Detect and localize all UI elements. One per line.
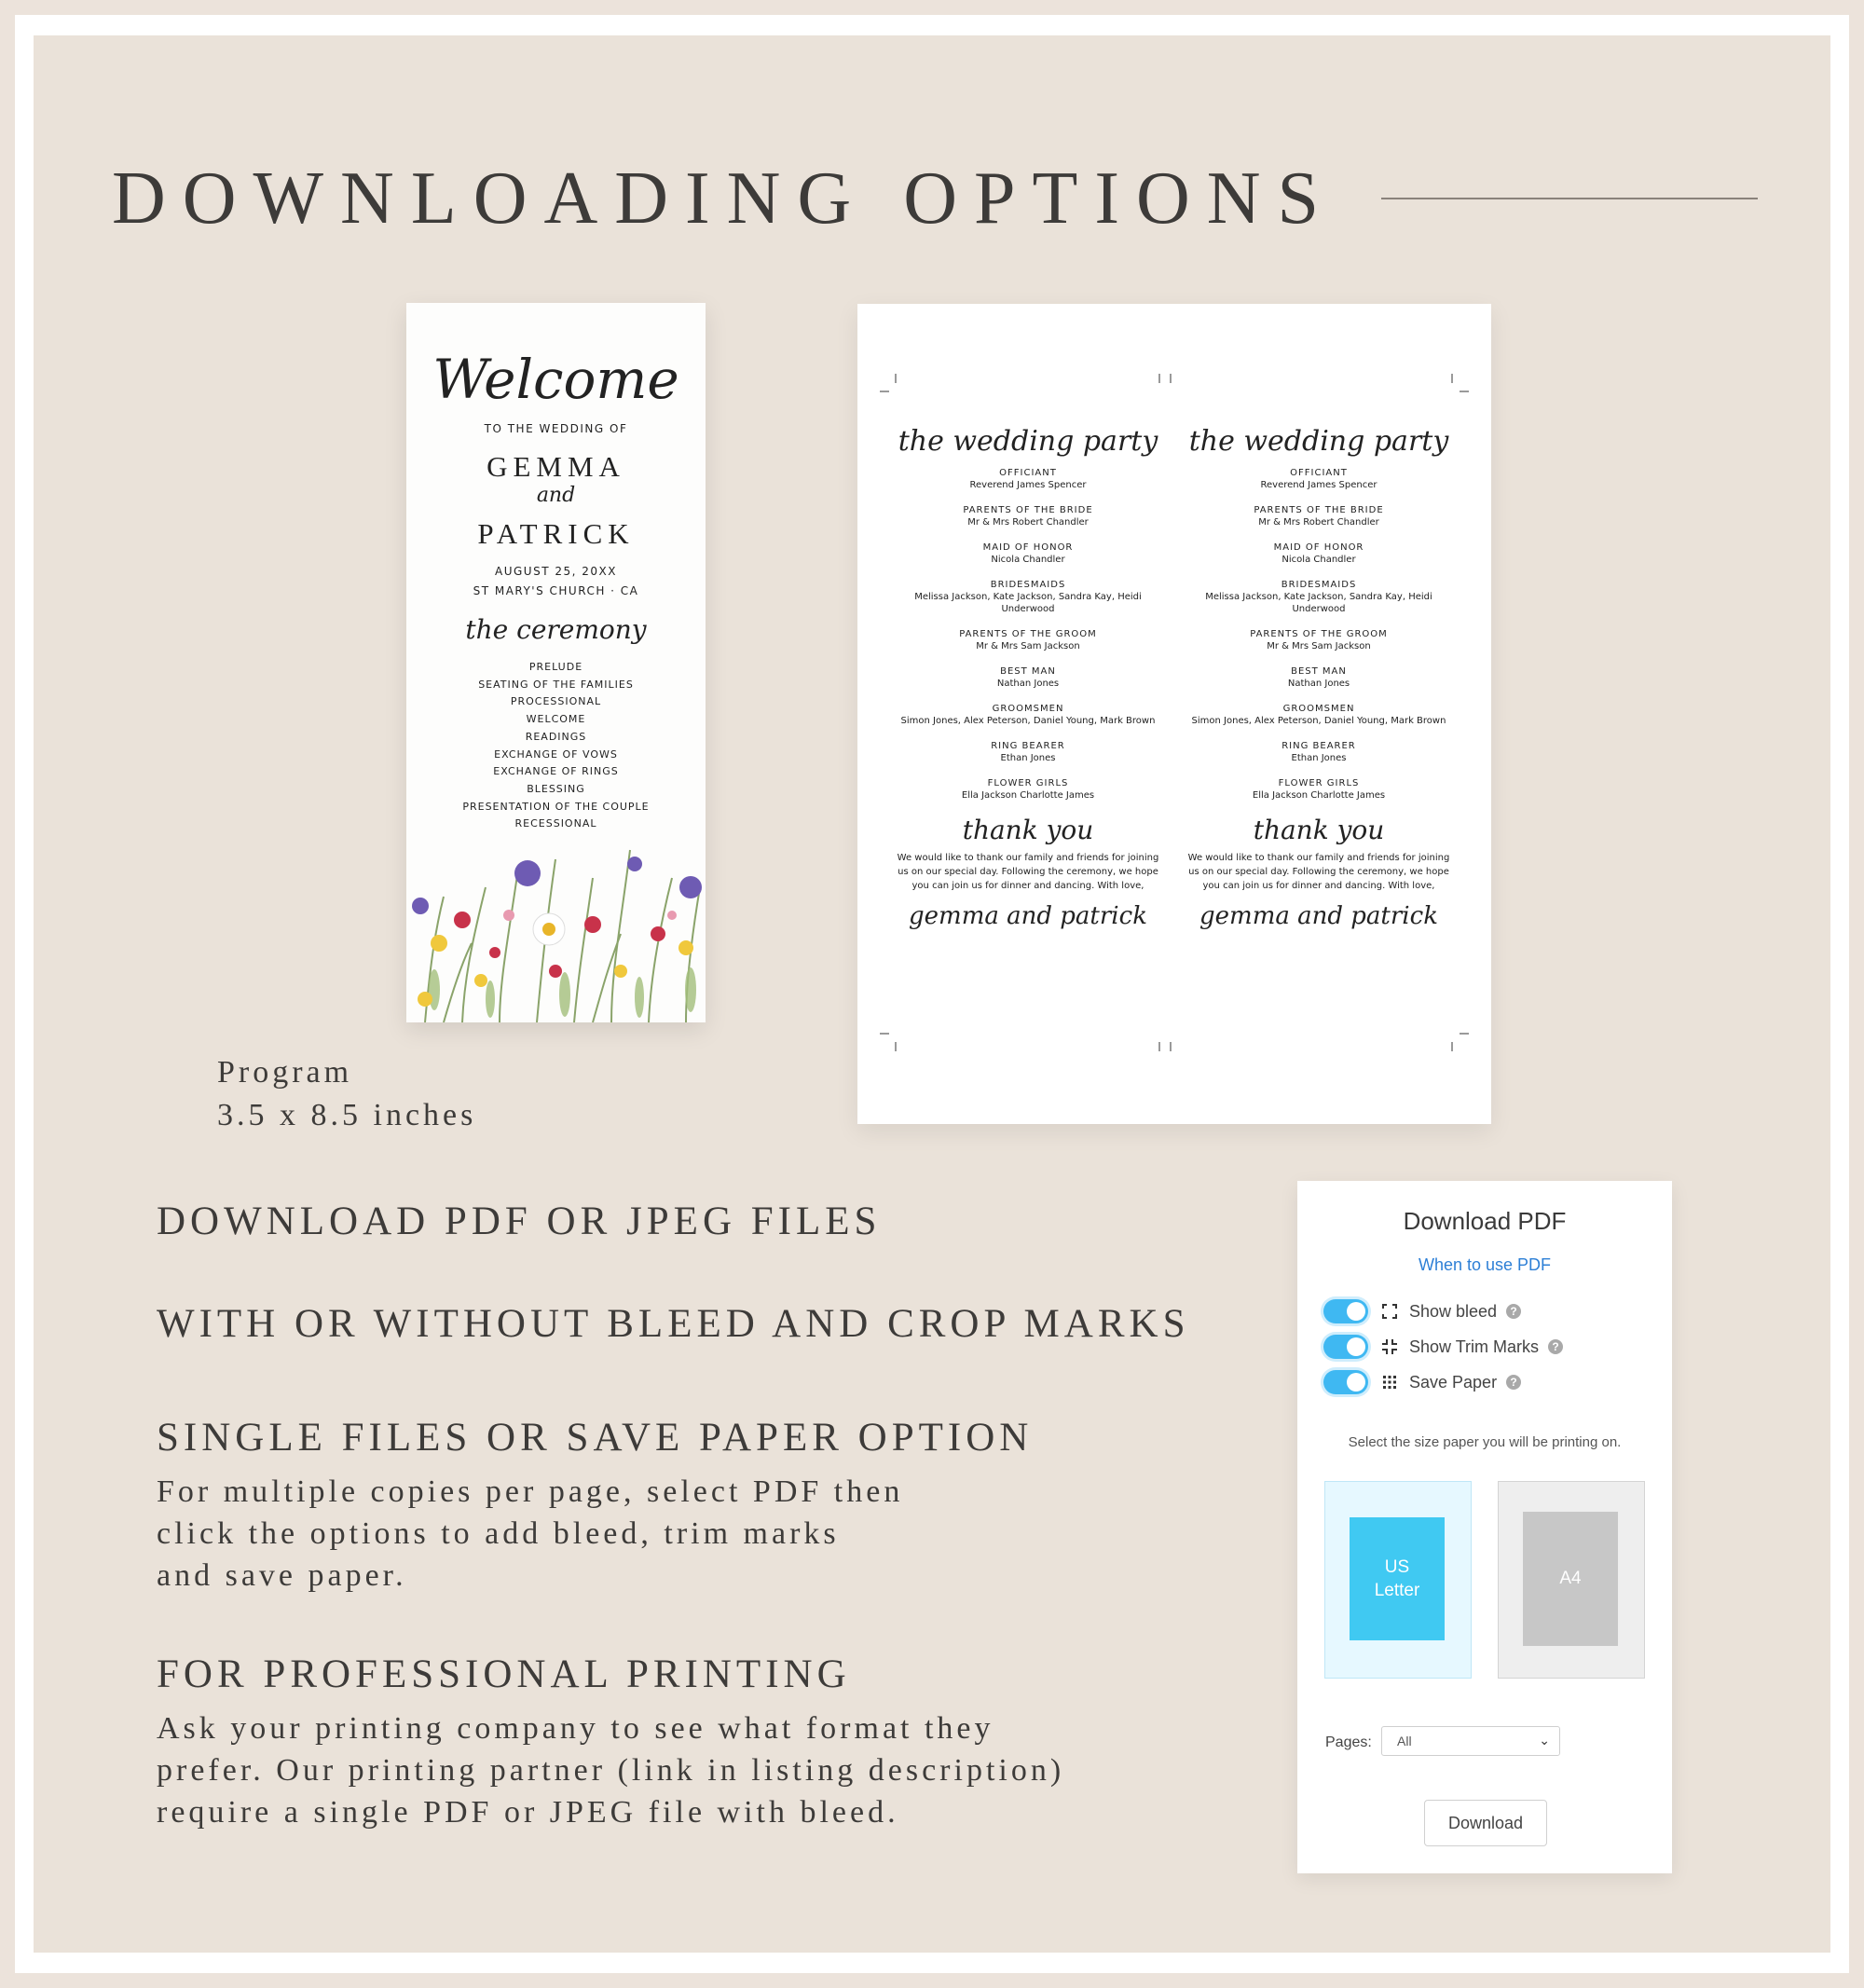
role-people: Nathan Jones [1287,679,1350,689]
crop-mark [1451,374,1453,383]
welcome-script: Welcome [432,348,679,411]
role-label: FLOWER GIRLS [1278,778,1360,788]
help-icon[interactable]: ? [1506,1304,1521,1319]
page-title: DOWNLOADING OPTIONS [112,158,1336,240]
role-people: Reverend James Spencer [969,480,1087,490]
role-people: Ella Jackson Charlotte James [1252,790,1386,801]
feature-save-paper-desc-2: click the options to add bleed, trim marks [157,1516,840,1551]
thank-you-text: We would like to thank our family and friends for joining us on our special day. Following the ceremony, we hope you can join us for dinner and dancing. With love, [897,853,1159,891]
role-label: OFFICIANT [999,468,1057,478]
us-letter-line2: Letter [1374,1581,1420,1600]
ceremony-item: EXCHANGE OF VOWS [494,747,618,761]
crop-mark [1158,374,1160,383]
wedding-party-panel-left [893,425,1163,930]
role-people: Nicola Chandler [1282,555,1356,565]
title-divider [1381,198,1758,199]
role-label: RING BEARER [991,741,1065,751]
role-label: MAID OF HONOR [982,542,1074,553]
feature-save-paper-desc-3: and save paper. [157,1558,407,1593]
and-script: and [536,484,576,507]
wedding-party-title: the wedding party [898,425,1158,458]
role-label: PARENTS OF THE GROOM [1250,629,1388,639]
role-label: GROOMSMEN [1282,704,1355,714]
program-preview-card [406,303,706,1022]
show-bleed-label: Show bleed [1409,1301,1498,1321]
show-bleed-toggle[interactable] [1323,1299,1368,1323]
role-label: PARENTS OF THE BRIDE [963,505,1093,515]
pages-label: Pages: [1325,1734,1372,1750]
crop-mark [1451,1042,1453,1051]
show-trim-marks-label: Show Trim Marks [1409,1337,1540,1356]
ceremony-item: WELCOME [526,713,586,726]
ceremony-item: PROCESSIONAL [510,695,602,708]
grid-icon [1381,1374,1398,1391]
ceremony-item: BLESSING [527,782,585,795]
role-people: Mr & Mrs Robert Chandler [967,517,1089,528]
chevron-down-icon: ⌄ [1539,1733,1550,1748]
crop-mark [895,1042,897,1051]
thank-you-title: thank you [1253,815,1385,845]
crop-mark [880,1033,889,1035]
role-people: Nicola Chandler [991,555,1065,565]
feature-save-paper-desc-1: For multiple copies per page, select PDF then [157,1474,904,1509]
show-bleed-row [1323,1297,1521,1325]
role-label: GROOMSMEN [992,704,1064,714]
feature-save-paper: SINGLE FILES OR SAVE PAPER OPTION [157,1416,1034,1460]
role-label: PARENTS OF THE BRIDE [1254,505,1384,515]
signature: gemma and patrick [1199,902,1438,930]
role-label: BRIDESMAIDS [990,580,1066,590]
crop-mark [1158,1042,1160,1051]
paper-option-a4[interactable] [1498,1481,1645,1679]
ceremony-item: EXCHANGE OF RINGS [493,765,619,778]
role-people: Simon Jones, Alex Peterson, Daniel Young, Mark Brown [900,716,1156,726]
wedding-party-panel-right [1184,425,1454,930]
bride-name: GEMMA [487,450,625,483]
save-paper-row [1323,1368,1521,1396]
role-people: Simon Jones, Alex Peterson, Daniel Young, Mark Brown [1191,716,1446,726]
feature-download-formats: DOWNLOAD PDF OR JPEG FILES [157,1200,882,1243]
program-caption-size: 3.5 x 8.5 inches [217,1098,477,1132]
us-letter-sheet [1350,1517,1445,1640]
ceremony-item: SEATING OF THE FAMILIES [478,678,634,691]
wedding-date: AUGUST 25, 20XX [495,565,617,578]
when-to-use-pdf-link[interactable]: When to use PDF [1418,1255,1552,1274]
feature-professional-desc-2: prefer. Our printing partner (link in listing description) [157,1753,1065,1788]
paper-option-us-letter[interactable] [1324,1481,1472,1679]
crop-mark [1170,1042,1172,1051]
ceremony-list [406,659,706,833]
crop-mark [1460,391,1469,392]
pages-select[interactable] [1381,1726,1560,1756]
thank-you-text: We would like to thank our family and friends for joining us on our special day. Following the ceremony, we hope you can join us for dinner and dancing. With love, [1187,853,1450,891]
download-button[interactable]: Download [1424,1800,1547,1846]
ceremony-item: PRESENTATION OF THE COUPLE [462,800,650,813]
role-people: Ella Jackson Charlotte James [961,790,1095,801]
program-caption [217,1051,476,1137]
a4-label: A4 [1559,1569,1582,1588]
show-trim-marks-toggle[interactable] [1323,1335,1368,1359]
feature-bleed-crop: WITH OR WITHOUT BLEED AND CROP MARKS [157,1302,1190,1346]
role-people: Melissa Jackson, Kate Jackson, Sandra Kay, Heidi Underwood [1205,592,1432,614]
crop-mark [1170,374,1172,383]
role-people: Mr & Mrs Sam Jackson [1267,641,1371,651]
dialog-title: Download PDF [1403,1207,1567,1235]
crop-mark [895,374,897,383]
show-trim-marks-row [1323,1333,1563,1361]
thank-you-title: thank you [962,815,1094,845]
feature-professional-desc-3: require a single PDF or JPEG file with bleed. [157,1795,899,1830]
print-sheet-preview [857,304,1491,1124]
role-people: Melissa Jackson, Kate Jackson, Sandra Kay, Heidi Underwood [914,592,1142,614]
ceremony-item: READINGS [525,730,587,743]
role-label: BRIDESMAIDS [1281,580,1357,590]
role-label: PARENTS OF THE GROOM [959,629,1097,639]
pages-select-value: All [1397,1734,1412,1748]
role-people: Ethan Jones [1000,753,1056,763]
feature-professional-printing: FOR PROFESSIONAL PRINTING [157,1652,851,1696]
role-label: RING BEARER [1282,741,1356,751]
role-label: OFFICIANT [1290,468,1348,478]
save-paper-label: Save Paper [1409,1372,1498,1392]
crop-mark [880,391,889,392]
role-people: Ethan Jones [1291,753,1347,763]
role-people: Mr & Mrs Sam Jackson [976,641,1080,651]
groom-name: PATRICK [477,517,635,550]
role-label: BEST MAN [1000,666,1056,677]
role-label: BEST MAN [1291,666,1347,677]
wildflower-illustration [406,831,706,1022]
role-label: FLOWER GIRLS [987,778,1069,788]
ceremony-item: PRELUDE [528,661,583,673]
wedding-party-title: the wedding party [1188,425,1449,458]
role-people: Reverend James Spencer [1260,480,1377,490]
feature-professional-desc-1: Ask your printing company to see what format they [157,1711,994,1746]
expand-icon [1381,1303,1398,1320]
to-wedding-text: TO THE WEDDING OF [484,422,628,435]
ceremony-title: the ceremony [465,614,647,645]
wedding-venue: ST MARY'S CHURCH · CA [473,584,639,597]
us-letter-line1: US [1384,1557,1410,1577]
role-label: MAID OF HONOR [1273,542,1364,553]
help-icon[interactable]: ? [1548,1339,1563,1354]
crop-mark [1460,1033,1469,1035]
a4-sheet [1523,1512,1618,1646]
save-paper-toggle[interactable] [1323,1370,1368,1394]
role-people: Mr & Mrs Robert Chandler [1258,517,1379,528]
download-pdf-dialog [1297,1181,1672,1873]
paper-size-note: Select the size paper you will be printing on. [1348,1434,1622,1450]
program-caption-name: Program [217,1055,353,1090]
trim-marks-icon [1381,1338,1398,1355]
role-people: Nathan Jones [996,679,1060,689]
help-icon[interactable]: ? [1506,1375,1521,1390]
signature: gemma and patrick [909,902,1147,930]
ceremony-item: RECESSIONAL [514,817,597,830]
